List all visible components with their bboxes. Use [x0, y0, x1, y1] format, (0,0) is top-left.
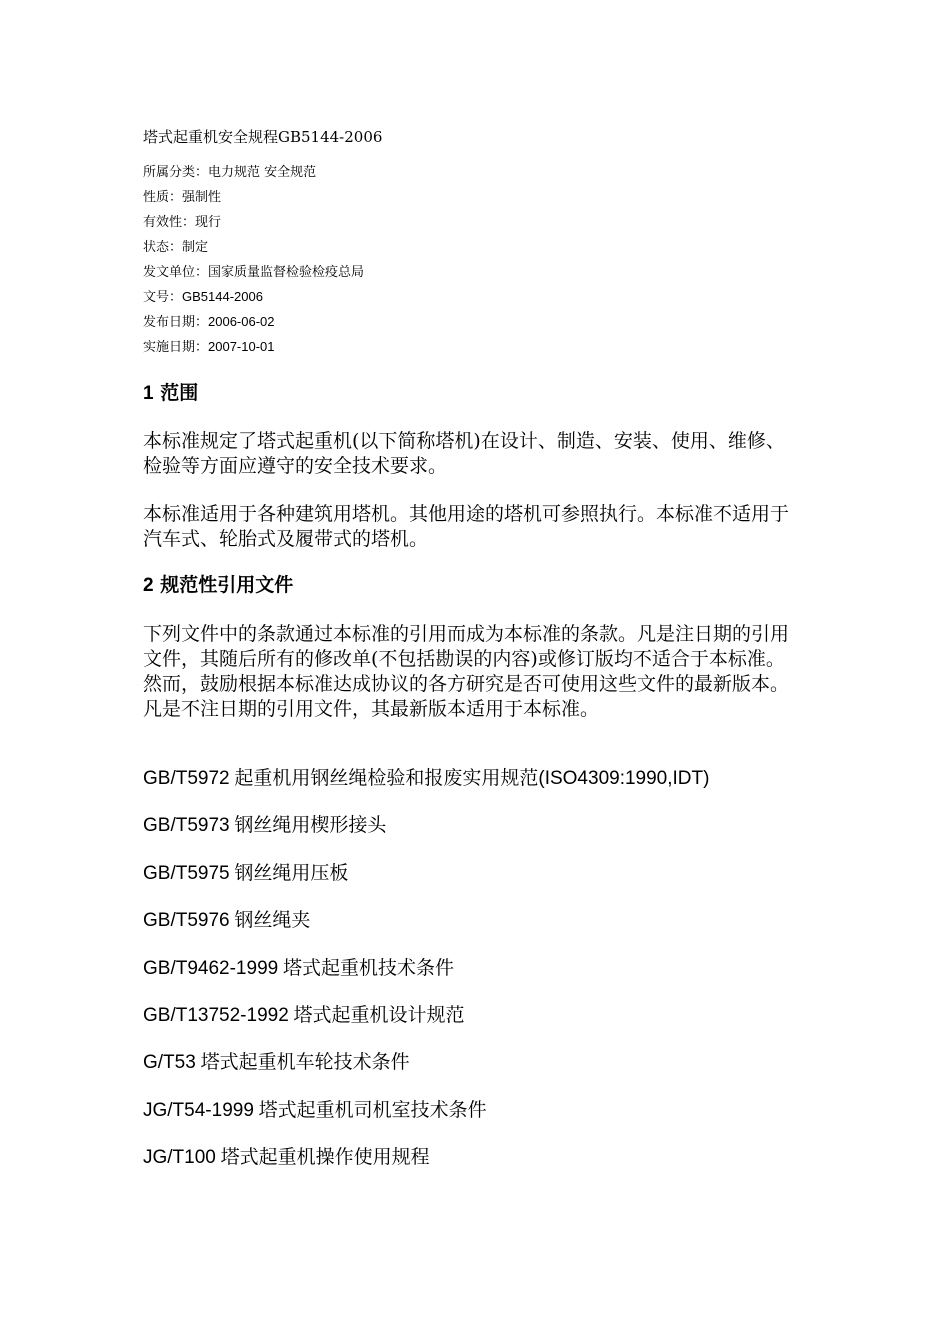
meta-effective-date: 实施日期：2007-10-01 [143, 339, 275, 355]
meta-publish-date: 发布日期：2006-06-02 [143, 314, 275, 330]
meta-validity: 有效性：现行 [143, 215, 222, 230]
reference-list [143, 766, 709, 1193]
reference-item: JG/T54-1999 塔式起重机司机室技术条件 [143, 1098, 487, 1121]
reference-item: GB/T5973 钢丝绳用楔形接头 [143, 814, 387, 837]
section-1-paragraph-1: 本标准规定了塔式起重机(以下简称塔机)在设计、制造、安装、使用、维修、检验等方面应遵守的安全技术要求。 [143, 430, 785, 477]
reference-item: GB/T5975 钢丝绳用压板 [143, 861, 349, 884]
meta-nature: 性质：强制性 [143, 190, 222, 205]
section-2-paragraph: 下列文件中的条款通过本标准的引用而成为本标准的条款。凡是注日期的引用文件，其随后所有的修改单(不包括勘误的内容)或修订版均不适合于本标准。然而，鼓励根据本标准达成协议的各方研究是否可使用这些文件的最新版本。凡是不注日期的引用文件，其最新版本适用于本标准。 [143, 623, 790, 720]
section-2-heading: 2 规范性引用文件 [143, 574, 294, 596]
section-1-paragraph-2: 本标准适用于各种建筑用塔机。其他用途的塔机可参照执行。本标准不适用于汽车式、轮胎式及履带式的塔机。 [143, 503, 790, 550]
section-1-heading: 1 范围 [143, 382, 199, 404]
meta-issuer: 发文单位：国家质量监督检验检疫总局 [143, 265, 365, 280]
meta-doc-number: 文号：GB5144-2006 [143, 289, 263, 305]
reference-item: GB/T5976 钢丝绳夹 [143, 909, 311, 932]
reference-item: GB/T9462-1999 塔式起重机技术条件 [143, 956, 454, 979]
reference-item: G/T53 塔式起重机车轮技术条件 [143, 1051, 410, 1074]
reference-item: GB/T5972 起重机用钢丝绳检验和报废实用规范(ISO4309:1990,IDT) [143, 767, 710, 789]
document-title: 塔式起重机安全规程GB5144-2006 [143, 128, 383, 146]
meta-category: 所属分类：电力规范 安全规范 [143, 165, 317, 180]
reference-item: GB/T13752-1992 塔式起重机设计规范 [143, 1003, 465, 1026]
meta-status: 状态：制定 [143, 240, 209, 255]
reference-item: JG/T100 塔式起重机操作使用规程 [143, 1146, 430, 1169]
metadata-list [143, 162, 364, 362]
